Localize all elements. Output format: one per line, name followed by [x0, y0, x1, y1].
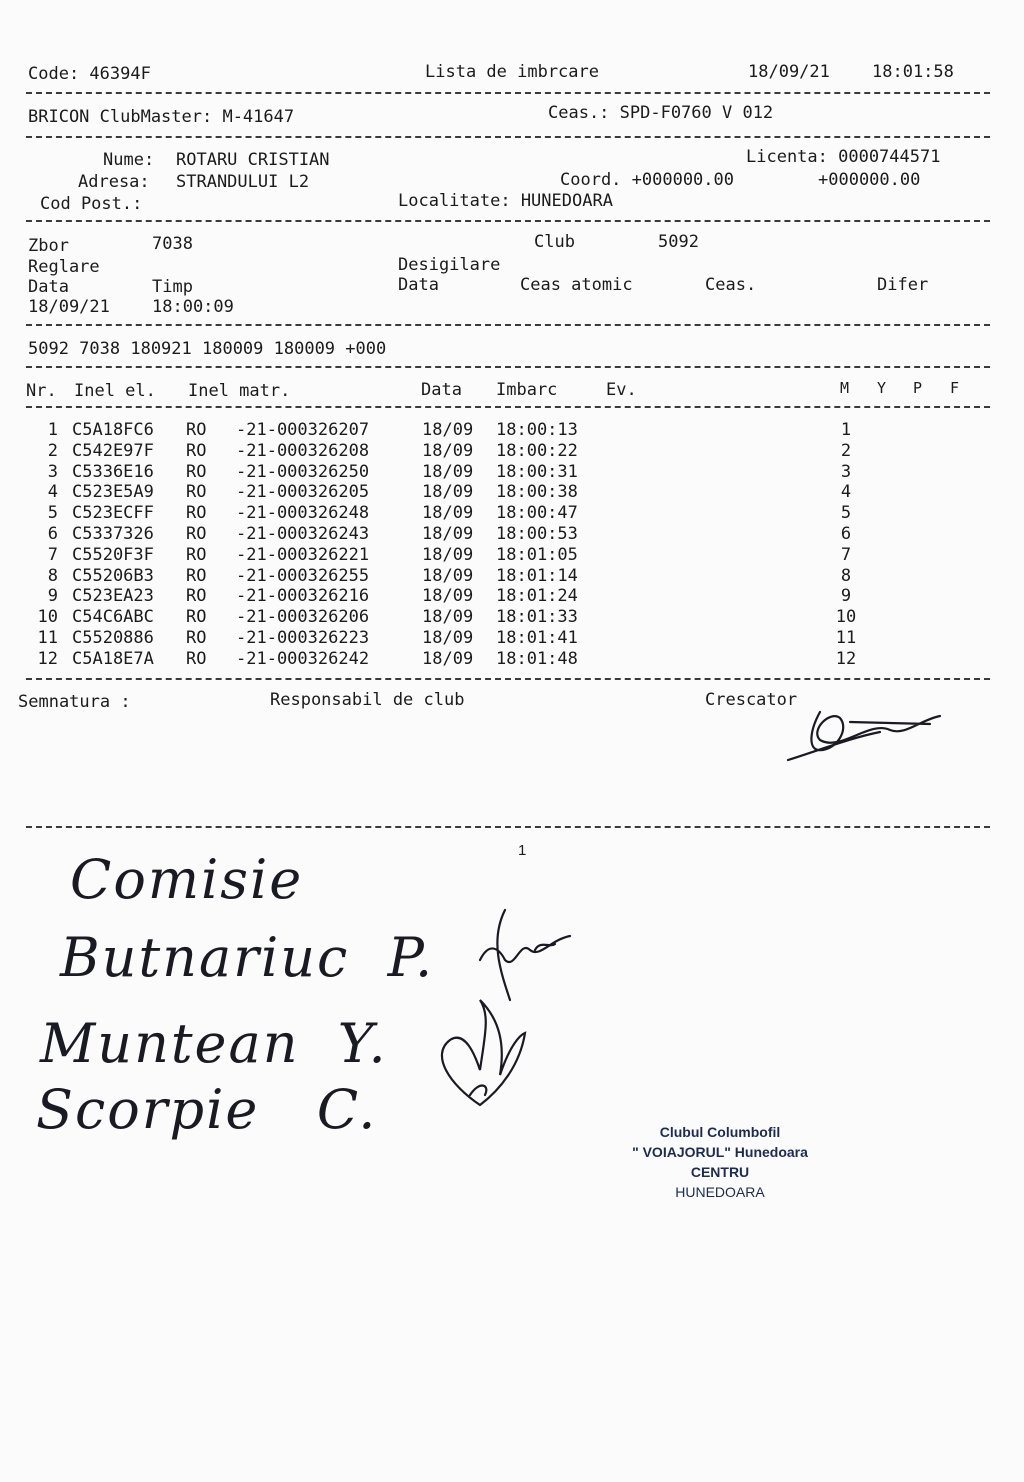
cell-inel-el: C5520F3F	[72, 544, 154, 565]
cell-nr: 7	[47, 544, 58, 565]
cell-matr: -21-000326216	[236, 586, 370, 607]
divider	[26, 220, 990, 222]
difference-label: Difer	[877, 275, 929, 295]
cell-inel-el: C5337326	[72, 524, 154, 544]
atomic-clock-label: Ceas atomic	[520, 275, 633, 295]
cell-country: RO	[186, 524, 207, 544]
cell-m: 5	[840, 503, 852, 524]
divider	[26, 136, 990, 138]
document-code: Code: 46394F	[28, 64, 151, 84]
divider	[26, 92, 990, 94]
cell-matr: -21-000326205	[236, 482, 370, 503]
stamp-line-2: " VOIAJORUL" Hunedoara	[632, 1144, 808, 1160]
cell-inel-el: C5520886	[72, 628, 154, 648]
unsealing-label: Desigilare	[398, 255, 501, 275]
divider	[26, 406, 990, 408]
cell-data: 18/09	[422, 586, 474, 607]
cell-matr: -21-000326223	[236, 628, 370, 648]
col-header-data: Data	[421, 380, 462, 400]
cell-m: 7	[840, 544, 852, 565]
setting-date: 18/09/21	[28, 297, 110, 317]
cell-imbarc: 18:01:05	[496, 544, 578, 565]
member-2-3-signature	[430, 995, 540, 1115]
cell-imbarc: 18:00:31	[496, 461, 578, 482]
col-header-m: M	[840, 379, 850, 397]
owner-name: ROTARU CRISTIAN	[176, 150, 330, 170]
divider	[26, 366, 990, 368]
cell-imbarc: 18:00:47	[496, 503, 578, 524]
license-number: Licenta: 0000744571	[746, 147, 941, 167]
cell-nr: 12	[37, 648, 58, 669]
handwritten-member-1: Butnariuc P.	[60, 926, 435, 989]
cell-imbarc: 18:01:48	[496, 648, 578, 669]
cell-imbarc: 18:01:33	[496, 607, 578, 628]
cell-nr: 2	[47, 440, 58, 461]
cell-country: RO	[186, 607, 207, 628]
cell-m: 3	[840, 461, 852, 482]
cell-data: 18/09	[422, 565, 474, 586]
cell-inel-el: C5A18E7A	[72, 648, 154, 669]
divider	[26, 324, 990, 326]
club-number: 5092	[658, 232, 699, 252]
coordinates: Coord. +000000.00	[560, 170, 734, 190]
unseal-date-label: Data	[398, 275, 439, 295]
cell-country: RO	[186, 648, 207, 669]
cell-m: 6	[840, 524, 852, 544]
cell-nr: 9	[47, 586, 58, 607]
postal-code-label: Cod Post.:	[40, 194, 143, 214]
stamp-line-1: Clubul Columbofil	[659, 1124, 781, 1140]
cell-m: 12	[835, 648, 857, 669]
print-time: 18:01:58	[872, 62, 954, 82]
cell-m: 9	[840, 586, 852, 607]
cell-m: 1	[840, 420, 852, 440]
cell-matr: -21-000326255	[236, 565, 370, 586]
cell-country: RO	[186, 503, 207, 524]
cell-data: 18/09	[422, 628, 474, 648]
cell-nr: 6	[47, 524, 58, 544]
cell-nr: 5	[47, 503, 58, 524]
date-label: Data	[28, 277, 69, 297]
cell-country: RO	[186, 461, 207, 482]
breeder-label: Crescator	[705, 690, 798, 710]
cell-country: RO	[186, 628, 207, 648]
cell-country: RO	[186, 565, 207, 586]
time-label: Timp	[152, 277, 193, 297]
cell-data: 18/09	[422, 524, 474, 544]
cell-data: 18/09	[422, 544, 474, 565]
cell-matr: -21-000326207	[236, 420, 370, 440]
cell-country: RO	[186, 482, 207, 503]
cell-imbarc: 18:00:53	[496, 524, 578, 544]
cell-country: RO	[186, 420, 207, 440]
cell-matr: -21-000326243	[236, 524, 370, 544]
cell-country: RO	[186, 440, 207, 461]
cell-data: 18/09	[422, 440, 474, 461]
cell-inel-el: C523E5A9	[72, 482, 154, 503]
club-stamp	[590, 1122, 850, 1202]
signature-label: Semnatura :	[18, 692, 131, 712]
clubmaster-id: BRICON ClubMaster: M-41647	[28, 107, 295, 127]
cell-data: 18/09	[422, 607, 474, 628]
clock-label: Ceas.	[705, 275, 757, 295]
cell-country: RO	[186, 586, 207, 607]
col-header-imbarc: Imbarc	[496, 380, 558, 400]
cell-inel-el: C523EA23	[72, 586, 154, 607]
cell-data: 18/09	[422, 482, 474, 503]
cell-inel-el: C55206B3	[72, 565, 154, 586]
locality: Localitate: HUNEDOARA	[398, 191, 613, 211]
cell-matr: -21-000326221	[236, 544, 370, 565]
page-number: 1	[518, 842, 527, 859]
cell-inel-el: C5336E16	[72, 461, 154, 482]
stamp-line-3: CENTRU	[690, 1164, 750, 1180]
col-header-inel-el: Inel el.	[74, 381, 156, 401]
cell-nr: 1	[47, 420, 58, 440]
cell-imbarc: 18:01:41	[496, 628, 578, 648]
handwritten-member-3: Scorpie C.	[36, 1078, 378, 1141]
club-responsible-label: Responsabil de club	[270, 690, 465, 710]
cell-m: 2	[840, 440, 852, 461]
cell-imbarc: 18:00:38	[496, 482, 578, 503]
cell-m: 10	[835, 607, 857, 628]
flight-number: 7038	[152, 234, 193, 254]
coordinates-second: +000000.00	[818, 170, 921, 190]
owner-address: STRANDULUI L2	[176, 172, 310, 192]
cell-matr: -21-000326248	[236, 503, 370, 524]
cell-matr: -21-000326242	[236, 648, 370, 669]
club-label: Club	[534, 232, 575, 252]
cell-nr: 11	[37, 628, 58, 648]
cell-imbarc: 18:01:14	[496, 565, 578, 586]
breeder-signature	[780, 700, 950, 770]
stamp-line-4: HUNEDOARA	[675, 1184, 765, 1200]
flight-label: Zbor	[28, 236, 69, 256]
cell-m: 11	[835, 628, 857, 648]
cell-inel-el: C54C6ABC	[72, 607, 154, 628]
setting-time: 18:00:09	[152, 297, 234, 317]
cell-matr: -21-000326206	[236, 607, 370, 628]
name-label: Nume:	[103, 150, 155, 170]
cell-data: 18/09	[422, 503, 474, 524]
divider	[26, 678, 990, 680]
cell-imbarc: 18:01:24	[496, 586, 578, 607]
print-date: 18/09/21	[748, 62, 830, 82]
cell-data: 18/09	[422, 420, 474, 440]
col-header-p: P	[913, 379, 923, 397]
address-label: Adresa:	[78, 172, 150, 192]
cell-country: RO	[186, 544, 207, 565]
cell-imbarc: 18:00:13	[496, 420, 578, 440]
col-header-y: Y	[877, 379, 887, 397]
col-header-ev: Ev.	[606, 380, 637, 400]
clock-id: Ceas.: SPD-F0760 V 012	[548, 103, 774, 123]
cell-nr: 10	[37, 607, 58, 628]
cell-nr: 3	[47, 461, 58, 482]
col-header-inel-matr: Inel matr.	[188, 381, 291, 401]
cell-m: 4	[840, 482, 852, 503]
cell-data: 18/09	[422, 461, 474, 482]
cell-inel-el: C542E97F	[72, 440, 154, 461]
cell-imbarc: 18:00:22	[496, 440, 578, 461]
cell-m: 8	[840, 565, 852, 586]
cell-data: 18/09	[422, 648, 474, 669]
cell-inel-el: C523ECFF	[72, 503, 154, 524]
handwritten-commission: Comisie	[70, 848, 304, 911]
code-line: 5092 7038 180921 180009 180009 +000	[28, 339, 387, 359]
cell-matr: -21-000326208	[236, 440, 370, 461]
handwritten-member-2: Muntean Y.	[40, 1012, 388, 1075]
divider	[26, 826, 990, 828]
member-1-signature	[460, 900, 580, 1010]
col-header-f: F	[950, 379, 960, 397]
cell-inel-el: C5A18FC6	[72, 420, 154, 440]
col-header-nr: Nr.	[26, 381, 57, 401]
cell-matr: -21-000326250	[236, 461, 370, 482]
setting-label: Reglare	[28, 257, 100, 277]
document-title: Lista de imbrcare	[425, 62, 599, 82]
cell-nr: 8	[47, 565, 58, 586]
cell-nr: 4	[47, 482, 58, 503]
